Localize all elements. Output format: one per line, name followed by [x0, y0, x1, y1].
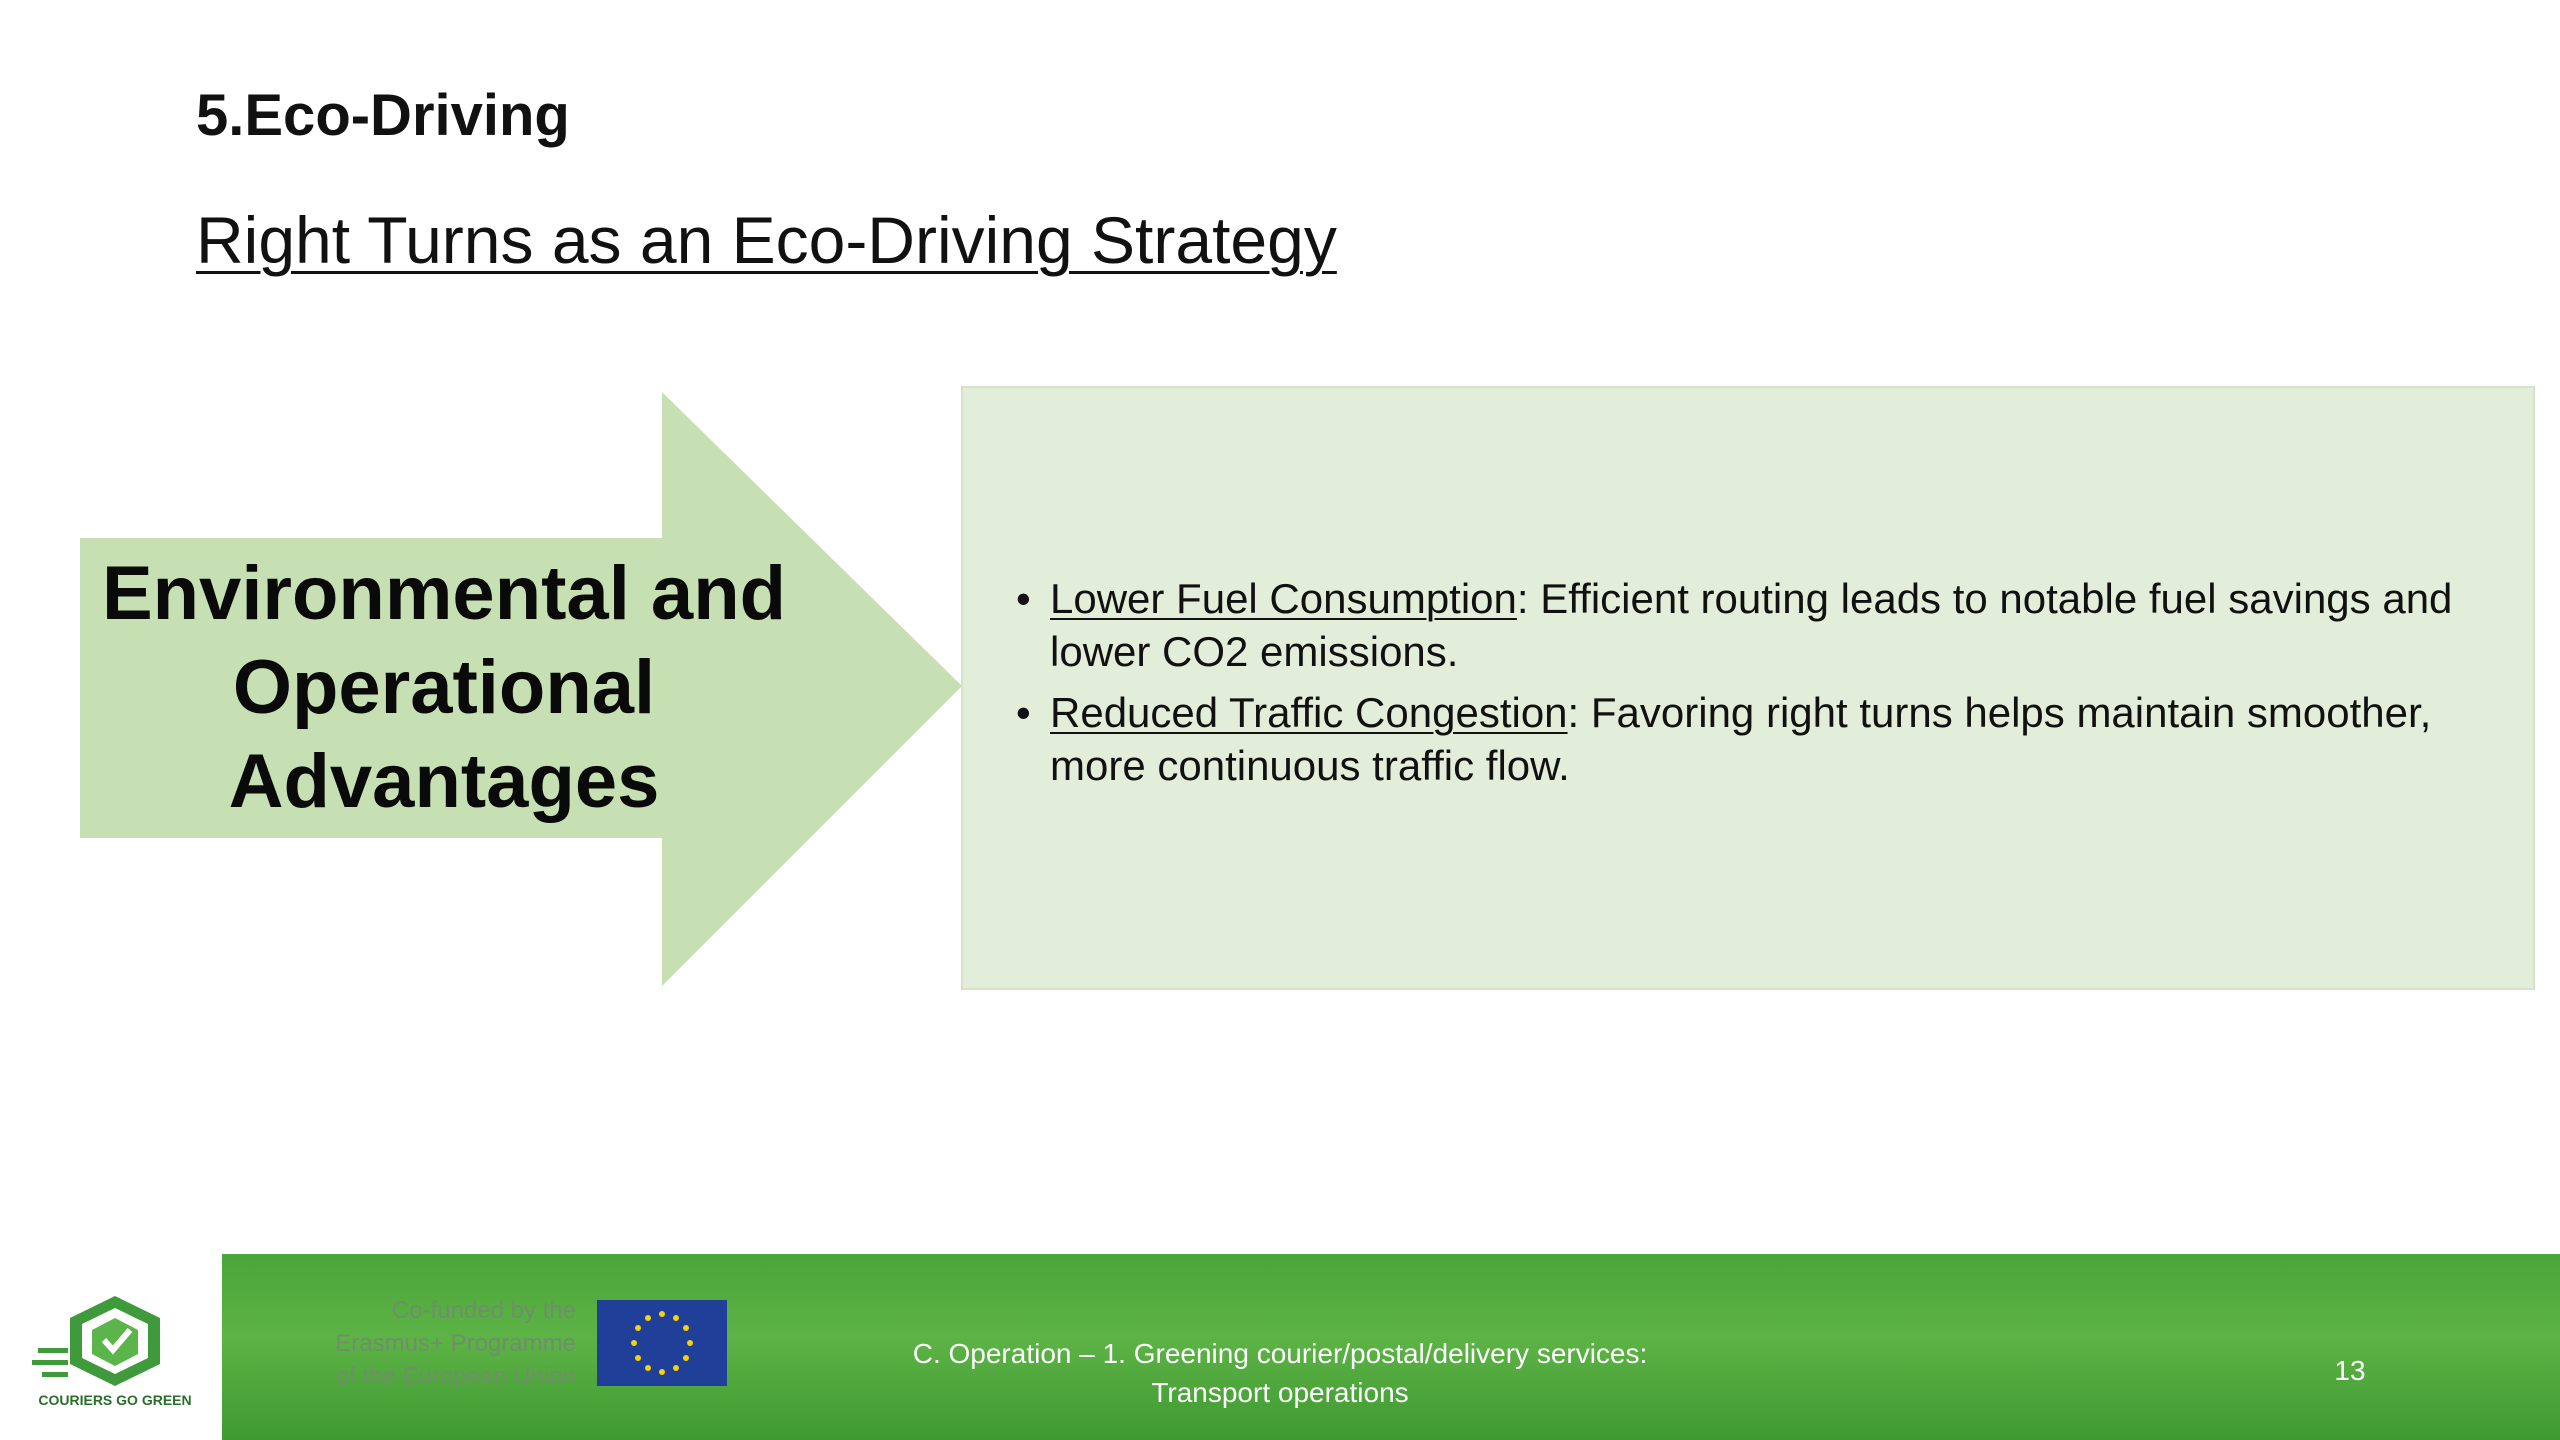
- bullet-item-fuel: [1016, 572, 2476, 678]
- eu-flag-icon: [597, 1300, 727, 1386]
- bullet-text: : Efficient routing leads to notable fuel savings and lower CO2 emissions.: [1050, 575, 2453, 675]
- cofunded-text: Co-funded by the Erasmus+ Programme of the European Union: [335, 1297, 576, 1390]
- page-number: 13: [2334, 1355, 2366, 1386]
- bullet-dot-icon: •: [1016, 575, 1031, 622]
- bullet-term: Lower Fuel Consumption: [1050, 575, 1517, 622]
- logo-text: COURIERS GO GREEN: [38, 1392, 192, 1408]
- section-title: 5.Eco-Driving: [196, 83, 570, 148]
- footer-caption-line-2: Transport operations: [1151, 1377, 1409, 1408]
- footer-caption-line-1: C. Operation – 1. Greening courier/postal/delivery services:: [912, 1338, 1648, 1369]
- arrow-label-line-2: Operational: [232, 645, 656, 730]
- bullet-text: : Favoring right turns helps maintain smoother, more continuous traffic flow.: [1050, 689, 2432, 789]
- bullet-list: [1016, 572, 2476, 800]
- slide-subtitle: Right Turns as an Eco-Driving Strategy: [196, 203, 1337, 277]
- bullet-item-traffic: [1016, 686, 2476, 792]
- arrow-label: [80, 538, 808, 838]
- arrow-label-line-1: Environmental and: [101, 551, 787, 636]
- bullet-term: Reduced Traffic Congestion: [1050, 689, 1568, 736]
- footer-caption: [880, 1334, 1680, 1412]
- bullet-dot-icon: •: [1016, 689, 1031, 736]
- arrow-label-line-3: Advantages: [228, 739, 660, 824]
